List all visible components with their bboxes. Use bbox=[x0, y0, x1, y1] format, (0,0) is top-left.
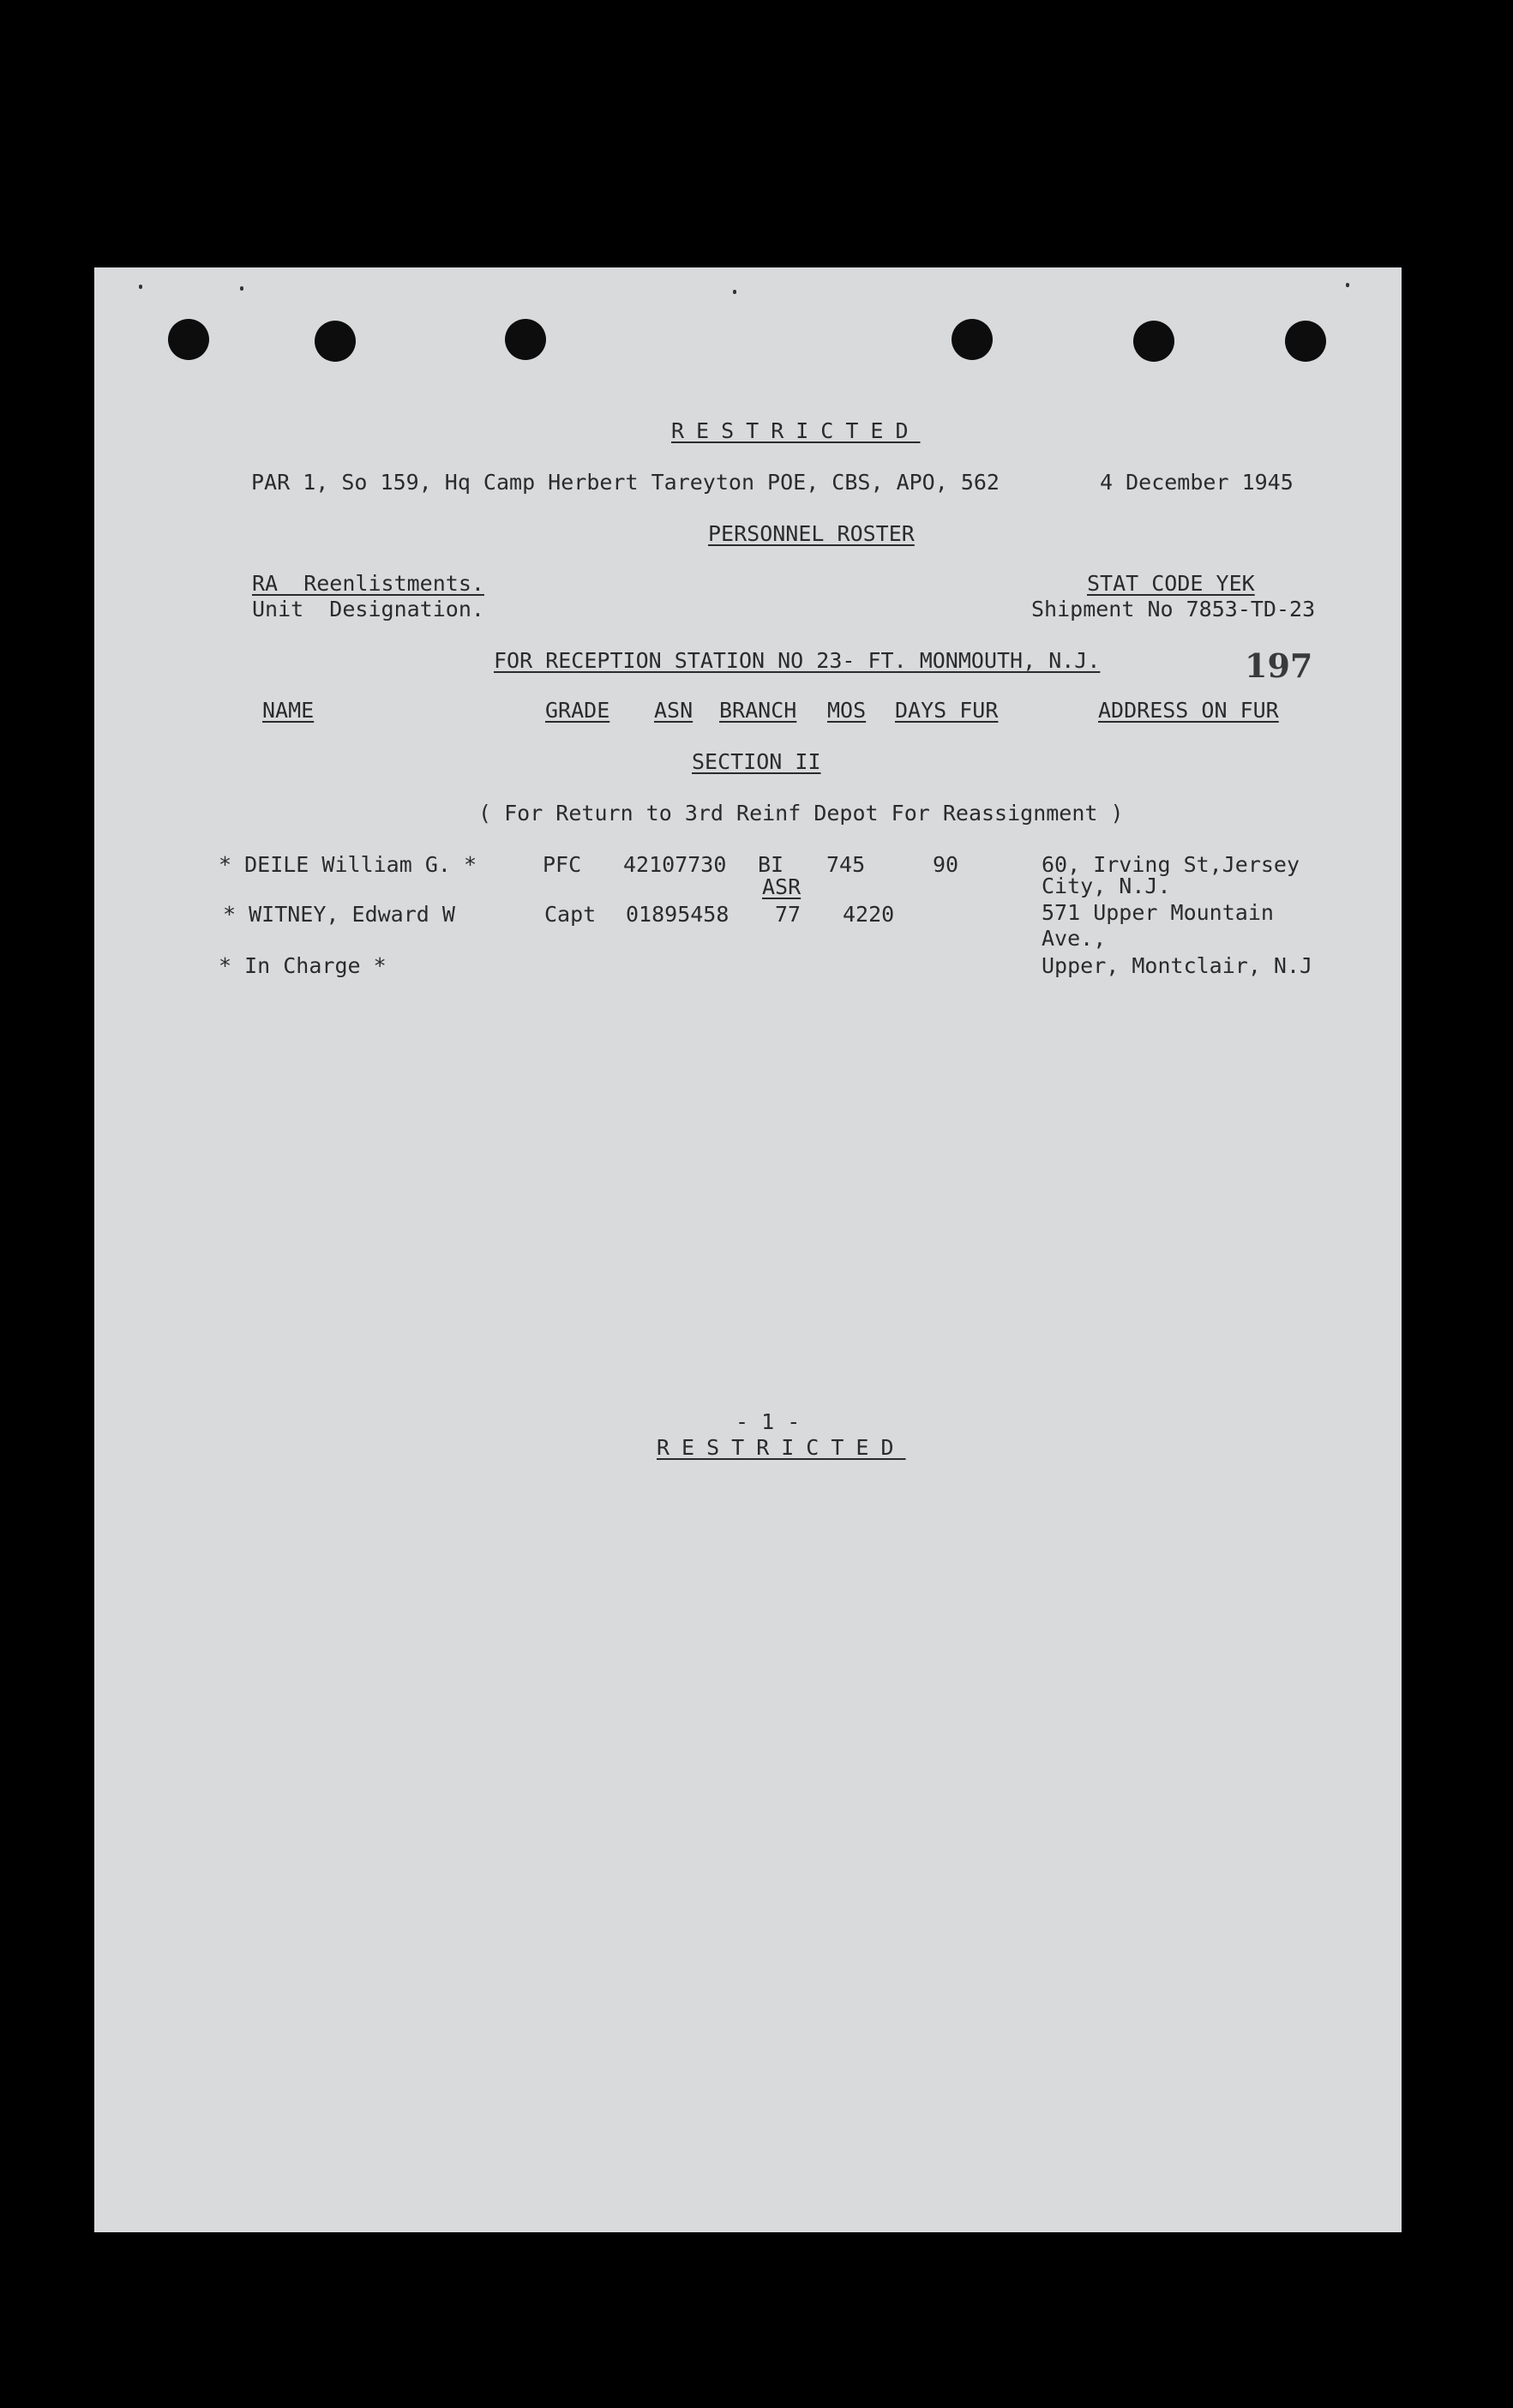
column-header-days-fur: DAYS FUR bbox=[895, 698, 999, 723]
document-date: 4 December 1945 bbox=[1100, 470, 1294, 495]
punch-hole bbox=[1285, 321, 1326, 362]
column-header-mos: MOS bbox=[827, 698, 867, 723]
roster-address-line: City, N.J. bbox=[1042, 874, 1171, 898]
stat-code: STAT CODE YEK bbox=[1087, 571, 1255, 596]
column-header-grade: GRADE bbox=[545, 698, 610, 723]
punch-hole bbox=[952, 319, 993, 360]
punch-hole bbox=[315, 321, 356, 362]
section-note: ( For Return to 3rd Reinf Depot For Reassignment ) bbox=[478, 801, 1124, 826]
shipment-number: Shipment No 7853-TD-23 bbox=[1031, 597, 1316, 622]
roster-branch: 77 bbox=[775, 902, 802, 927]
column-header-name: NAME bbox=[262, 698, 315, 723]
in-charge-note: * In Charge * bbox=[219, 953, 387, 978]
column-header-branch: BRANCH bbox=[719, 698, 797, 723]
punch-hole bbox=[1133, 321, 1174, 362]
orders-line: PAR 1, So 159, Hq Camp Herbert Tareyton POE, CBS, APO, 562 bbox=[251, 470, 1000, 495]
column-header-address: ADDRESS ON FUR bbox=[1098, 698, 1279, 723]
paper-speck bbox=[1346, 283, 1349, 287]
roster-mos: 745 bbox=[826, 852, 866, 877]
classification-top: RESTRICTED bbox=[671, 418, 921, 443]
punch-hole bbox=[505, 319, 546, 360]
paper-speck bbox=[139, 285, 142, 289]
unit-name: RA Reenlistments. bbox=[252, 571, 484, 596]
column-header-asn: ASN bbox=[654, 698, 693, 723]
roster-name: * DEILE William G. * bbox=[219, 852, 477, 877]
destination-line: FOR RECEPTION STATION NO 23- FT. MONMOUTH, N.J. bbox=[494, 648, 1101, 673]
document-sheet bbox=[94, 267, 1402, 2232]
document-title: PERSONNEL ROSTER bbox=[708, 521, 915, 546]
page-stamp: 197 bbox=[1245, 646, 1313, 685]
footer-page-number: - 1 - bbox=[735, 1409, 801, 1434]
roster-mos: 4220 bbox=[843, 902, 895, 927]
roster-name: * WITNEY, Edward W bbox=[223, 902, 455, 927]
roster-branch: BI bbox=[758, 852, 784, 877]
punch-hole bbox=[168, 319, 209, 360]
roster-days: 90 bbox=[933, 852, 959, 877]
roster-asn: 01895458 bbox=[626, 902, 729, 927]
roster-grade: PFC bbox=[543, 852, 582, 877]
roster-asn: 42107730 bbox=[623, 852, 727, 877]
roster-branch-top: ASR bbox=[762, 874, 802, 899]
roster-address-line: Ave., bbox=[1042, 926, 1107, 951]
roster-address-line: 571 Upper Mountain bbox=[1042, 900, 1274, 925]
roster-address-line: 60, Irving St,Jersey bbox=[1042, 852, 1300, 877]
unit-label: Unit Designation. bbox=[252, 597, 484, 622]
roster-address-line: Upper, Montclair, N.J bbox=[1042, 953, 1313, 978]
roster-grade: Capt bbox=[544, 902, 597, 927]
paper-speck bbox=[240, 286, 243, 291]
section-title: SECTION II bbox=[692, 749, 821, 774]
classification-bottom: RESTRICTED bbox=[657, 1435, 906, 1460]
paper-speck bbox=[733, 290, 736, 294]
